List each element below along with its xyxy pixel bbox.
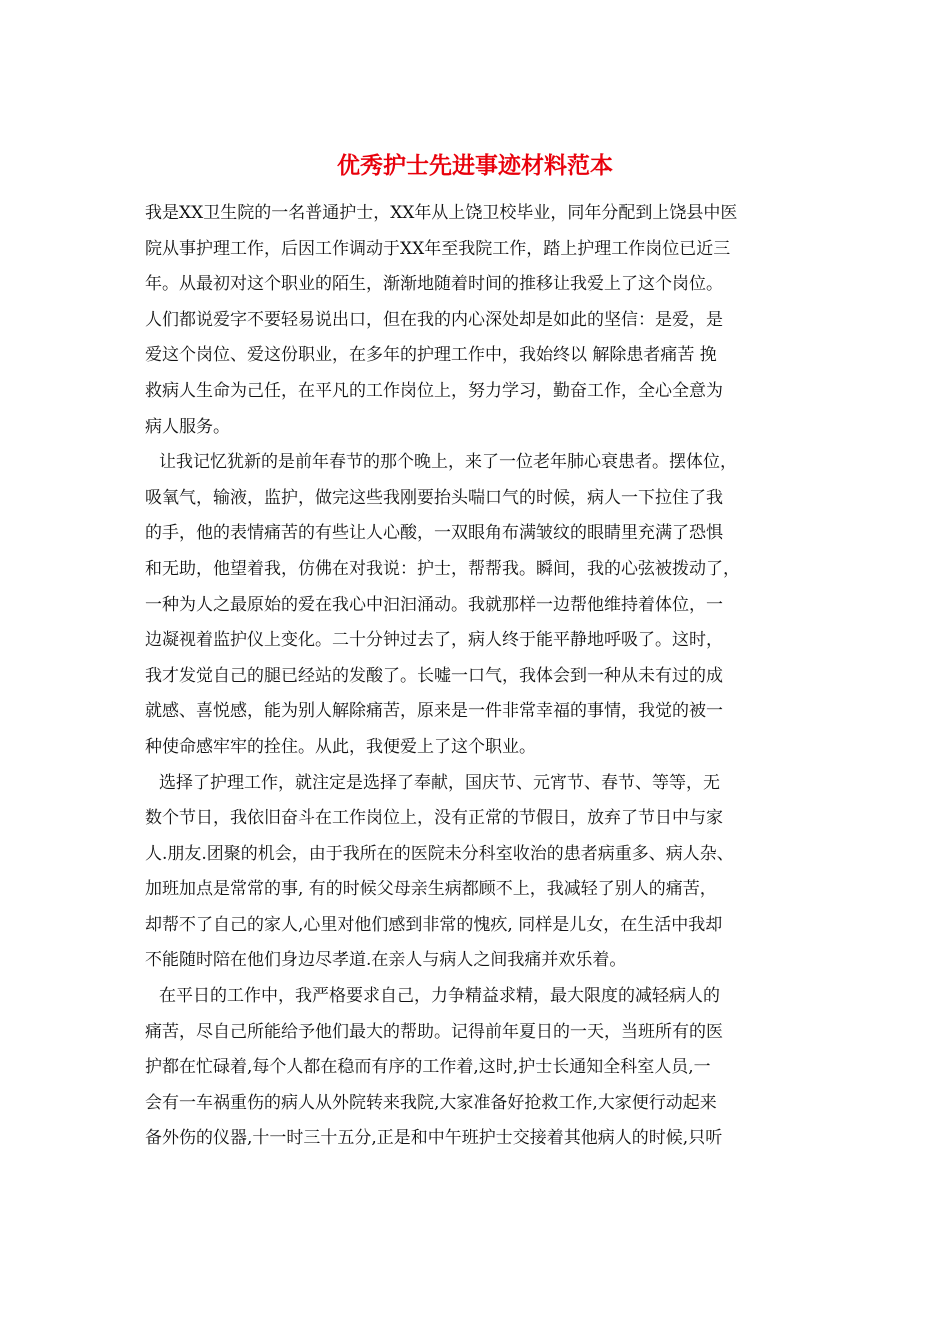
text-line: 护都在忙碌着,每个人都在稳而有序的工作着,这时,护士长通知全科室人员,一 (145, 1057, 711, 1078)
text-line: 种使命感牢牢的拴住。从此，我便爱上了这个职业。 (145, 736, 536, 757)
document-body (145, 196, 809, 1157)
text-line: 一种为人之最原始的爱在我心中汩汩涌动。我就那样一边帮他维持着体位，一 (145, 594, 723, 615)
text-line: 我是XX卫生院的一名普通护士，XX年从上饶卫校毕业，同年分配到上饶县中医 (145, 203, 738, 223)
document-title: 优秀护士先进事迹材料范本 (337, 152, 613, 179)
text-line: 数个节日，我依旧奋斗在工作岗位上，没有正常的节假日，放弃了节日中与家 (145, 808, 723, 829)
text-line: 病人服务。 (145, 416, 230, 437)
text-line: 的手，他的表情痛苦的有些让人心酸，一双眼角布满皱纹的眼睛里充满了恐惧 (145, 523, 723, 544)
text-line: 就感、喜悦感，能为别人解除痛苦，原来是一件非常幸福的事情，我觉的被一 (145, 701, 723, 722)
text-line: 院从事护理工作，后因工作调动于XX年至我院工作，踏上护理工作岗位已近三 (145, 238, 731, 259)
paragraph (145, 766, 809, 980)
text-line: 痛苦，尽自己所能给予他们最大的帮助。记得前年夏日的一天，当班所有的医 (145, 1021, 723, 1042)
text-line: 爱这个岗位、爱这份职业，在多年的护理工作中，我始终以 解除患者痛苦 挽 (145, 345, 717, 366)
text-line: 吸氧气，输液，监护，做完这些我刚要抬头喘口气的时候，病人一下拉住了我 (145, 487, 723, 508)
text-line: 却帮不了自己的家人,心里对他们感到非常的愧疚, 同样是儿女，在生活中我却 (145, 914, 723, 935)
text-line: 我才发觉自己的腿已经站的发酸了。长嘘一口气，我体会到一种从未有过的成 (145, 665, 723, 686)
text-line: 在平日的工作中，我严格要求自己，力争精益求精，最大限度的减轻病人的 (159, 986, 720, 1007)
text-line: 让我记忆犹新的是前年春节的那个晚上，来了一位老年肺心衰患者。摆体位， (159, 452, 737, 473)
text-line: 加班加点是常常的事, 有的时候父母亲生病都顾不上，我减轻了别人的痛苦， (145, 879, 717, 900)
text-line: 年。从最初对这个职业的陌生，渐渐地随着时间的推移让我爱上了这个岗位。 (145, 274, 723, 295)
text-line: 人.朋友.团聚的机会，由于我所在的医院未分科室收治的患者病重多、病人杂、 (145, 843, 734, 864)
text-line: 边凝视着监护仪上变化。二十分钟过去了，病人终于能平静地呼吸了。这时， (145, 630, 723, 651)
paragraph (145, 196, 809, 445)
paragraph (145, 445, 809, 765)
text-line: 会有一车祸重伤的病人从外院转来我院,大家准备好抢救工作,大家便行动起来 (145, 1092, 717, 1113)
text-line: 不能随时陪在他们身边尽孝道.在亲人与病人之间我痛并欢乐着。 (145, 950, 627, 971)
text-line: 人们都说爱字不要轻易说出口，但在我的内心深处却是如此的坚信：是爱，是 (145, 309, 723, 330)
text-line: 救病人生命为己任，在平凡的工作岗位上，努力学习，勤奋工作，全心全意为 (145, 380, 723, 401)
paragraph (145, 979, 809, 1157)
text-line: 备外伤的仪器,十一时三十五分,正是和中午班护士交接着其他病人的时候,只听 (145, 1128, 723, 1149)
text-line: 和无助，他望着我，仿佛在对我说：护士，帮帮我。瞬间，我的心弦被拨动了， (145, 558, 740, 579)
text-line: 选择了护理工作，就注定是选择了奉献，国庆节、元宵节、春节、等等，无 (159, 772, 720, 793)
